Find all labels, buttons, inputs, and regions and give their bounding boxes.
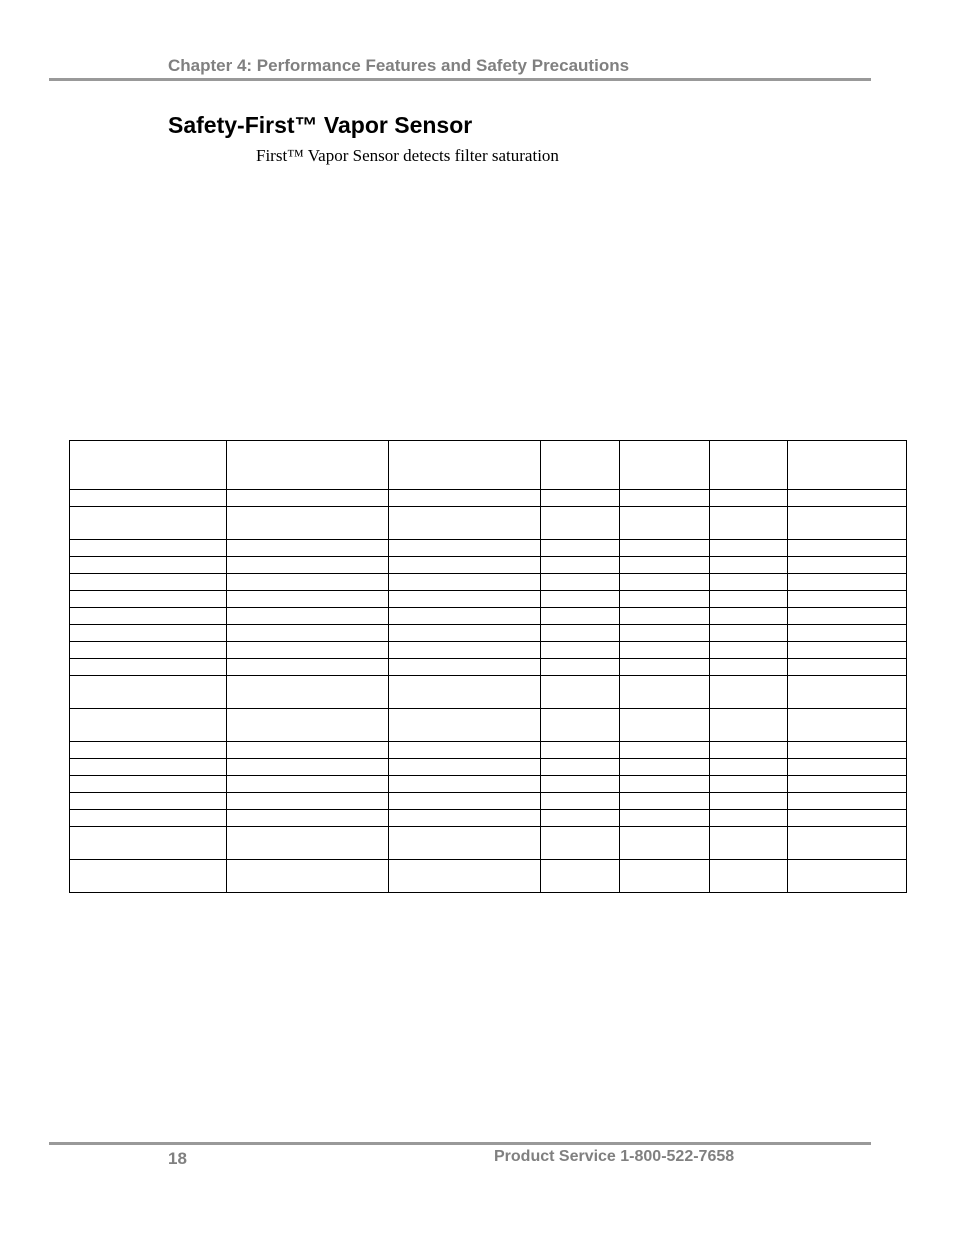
table-cell (389, 742, 541, 759)
table-cell (389, 642, 541, 659)
table-cell (389, 441, 541, 490)
table-cell (788, 759, 907, 776)
table-cell (227, 676, 389, 709)
table-cell (227, 659, 389, 676)
table-cell (620, 827, 710, 860)
table-cell (788, 659, 907, 676)
table-cell (620, 742, 710, 759)
table-row (70, 759, 907, 776)
table-cell (710, 625, 788, 642)
table-row (70, 625, 907, 642)
table-cell (389, 860, 541, 893)
table-cell (227, 557, 389, 574)
table-cell (70, 591, 227, 608)
table-cell (70, 642, 227, 659)
table-cell (389, 608, 541, 625)
table-cell (788, 776, 907, 793)
table-cell (788, 793, 907, 810)
table-cell (227, 810, 389, 827)
table-cell (70, 574, 227, 591)
page-number: 18 (168, 1149, 187, 1168)
table-cell (227, 540, 389, 557)
table-cell (620, 659, 710, 676)
section-title: Safety-First™ Vapor Sensor (168, 112, 473, 138)
table-cell (541, 490, 620, 507)
table-cell (70, 709, 227, 742)
table-row (70, 441, 907, 490)
table-cell (541, 759, 620, 776)
table-cell (541, 659, 620, 676)
table-row (70, 490, 907, 507)
table-cell (710, 810, 788, 827)
table-cell (541, 574, 620, 591)
table-row (70, 574, 907, 591)
table-cell (541, 591, 620, 608)
table-row (70, 659, 907, 676)
table-cell (710, 709, 788, 742)
table-cell (620, 642, 710, 659)
table-cell (710, 742, 788, 759)
intro-text: First™ Vapor Sensor detects filter saturation (256, 146, 559, 165)
table-cell (620, 507, 710, 540)
table-cell (710, 793, 788, 810)
table-cell (620, 860, 710, 893)
table-cell (620, 557, 710, 574)
table-row (70, 810, 907, 827)
table-cell (70, 441, 227, 490)
table-cell (620, 776, 710, 793)
table-cell (710, 776, 788, 793)
table-cell (389, 810, 541, 827)
table-row (70, 591, 907, 608)
table-cell (70, 507, 227, 540)
header-rule (49, 78, 871, 81)
table-cell (788, 625, 907, 642)
table-cell (70, 742, 227, 759)
table-cell (620, 608, 710, 625)
table-cell (541, 860, 620, 893)
table-cell (620, 540, 710, 557)
table-cell (710, 642, 788, 659)
table-cell (620, 759, 710, 776)
table-cell (788, 557, 907, 574)
table-cell (788, 860, 907, 893)
table-cell (710, 827, 788, 860)
table-row (70, 608, 907, 625)
table-cell (541, 557, 620, 574)
table-cell (788, 507, 907, 540)
table-cell (788, 490, 907, 507)
table-cell (788, 591, 907, 608)
table-cell (710, 574, 788, 591)
table-cell (227, 759, 389, 776)
table-cell (389, 709, 541, 742)
table-cell (227, 625, 389, 642)
table-cell (620, 574, 710, 591)
table-cell (788, 441, 907, 490)
table-cell (389, 827, 541, 860)
table-cell (227, 860, 389, 893)
table-cell (710, 659, 788, 676)
table-cell (70, 793, 227, 810)
table-cell (389, 776, 541, 793)
table-cell (710, 676, 788, 709)
table-cell (227, 608, 389, 625)
table-cell (227, 490, 389, 507)
table-cell (70, 776, 227, 793)
table-cell (70, 810, 227, 827)
table-cell (541, 709, 620, 742)
table-cell (70, 676, 227, 709)
table-cell (788, 827, 907, 860)
table-cell (70, 625, 227, 642)
table-cell (70, 860, 227, 893)
table-cell (541, 776, 620, 793)
table-cell (788, 608, 907, 625)
table-cell (389, 540, 541, 557)
table-cell (788, 676, 907, 709)
table-cell (227, 742, 389, 759)
table-cell (389, 759, 541, 776)
table-cell (389, 676, 541, 709)
table-cell (788, 709, 907, 742)
table-cell (389, 490, 541, 507)
table-cell (620, 591, 710, 608)
table-cell (389, 591, 541, 608)
table-row (70, 742, 907, 759)
table-row (70, 676, 907, 709)
table-cell (70, 608, 227, 625)
table-row (70, 540, 907, 557)
table-cell (227, 793, 389, 810)
table-row (70, 557, 907, 574)
table-cell (710, 441, 788, 490)
table-cell (70, 540, 227, 557)
table-cell (710, 540, 788, 557)
table-cell (70, 557, 227, 574)
table-row (70, 709, 907, 742)
table-cell (541, 507, 620, 540)
footer-rule (49, 1142, 871, 1145)
chapter-header: Chapter 4: Performance Features and Safety Precautions (168, 56, 630, 75)
table-cell (541, 441, 620, 490)
table-cell (227, 574, 389, 591)
table-cell (541, 608, 620, 625)
table-cell (227, 776, 389, 793)
table-cell (788, 574, 907, 591)
table-cell (620, 625, 710, 642)
table-cell (70, 659, 227, 676)
table-cell (227, 642, 389, 659)
table-cell (70, 759, 227, 776)
table-cell (788, 540, 907, 557)
table-cell (710, 608, 788, 625)
product-service-line: Product Service 1-800-522-7658 (494, 1148, 735, 1165)
table-cell (710, 490, 788, 507)
table-row (70, 827, 907, 860)
table-cell (541, 742, 620, 759)
table-row (70, 793, 907, 810)
table-cell (710, 759, 788, 776)
table-cell (710, 860, 788, 893)
table-cell (710, 557, 788, 574)
table-row (70, 507, 907, 540)
table-cell (541, 625, 620, 642)
table-cell (541, 676, 620, 709)
table-cell (710, 507, 788, 540)
table-cell (227, 591, 389, 608)
table-cell (227, 507, 389, 540)
table-cell (620, 676, 710, 709)
table-cell (541, 793, 620, 810)
spec-table (69, 440, 907, 893)
table-cell (389, 625, 541, 642)
table-cell (227, 709, 389, 742)
table-cell (227, 441, 389, 490)
table-row (70, 860, 907, 893)
table-row (70, 642, 907, 659)
table-cell (541, 540, 620, 557)
table-cell (389, 557, 541, 574)
table-cell (227, 827, 389, 860)
table-cell (389, 793, 541, 810)
table-cell (389, 574, 541, 591)
table-cell (70, 490, 227, 507)
table-cell (788, 742, 907, 759)
table-cell (620, 490, 710, 507)
table-cell (620, 793, 710, 810)
table-row (70, 776, 907, 793)
table-cell (70, 827, 227, 860)
table-cell (389, 507, 541, 540)
table-cell (541, 810, 620, 827)
table-cell (389, 659, 541, 676)
table-cell (620, 709, 710, 742)
table-cell (710, 591, 788, 608)
table-cell (788, 642, 907, 659)
table-cell (620, 810, 710, 827)
table-cell (541, 827, 620, 860)
table-cell (620, 441, 710, 490)
table-cell (541, 642, 620, 659)
table-cell (788, 810, 907, 827)
